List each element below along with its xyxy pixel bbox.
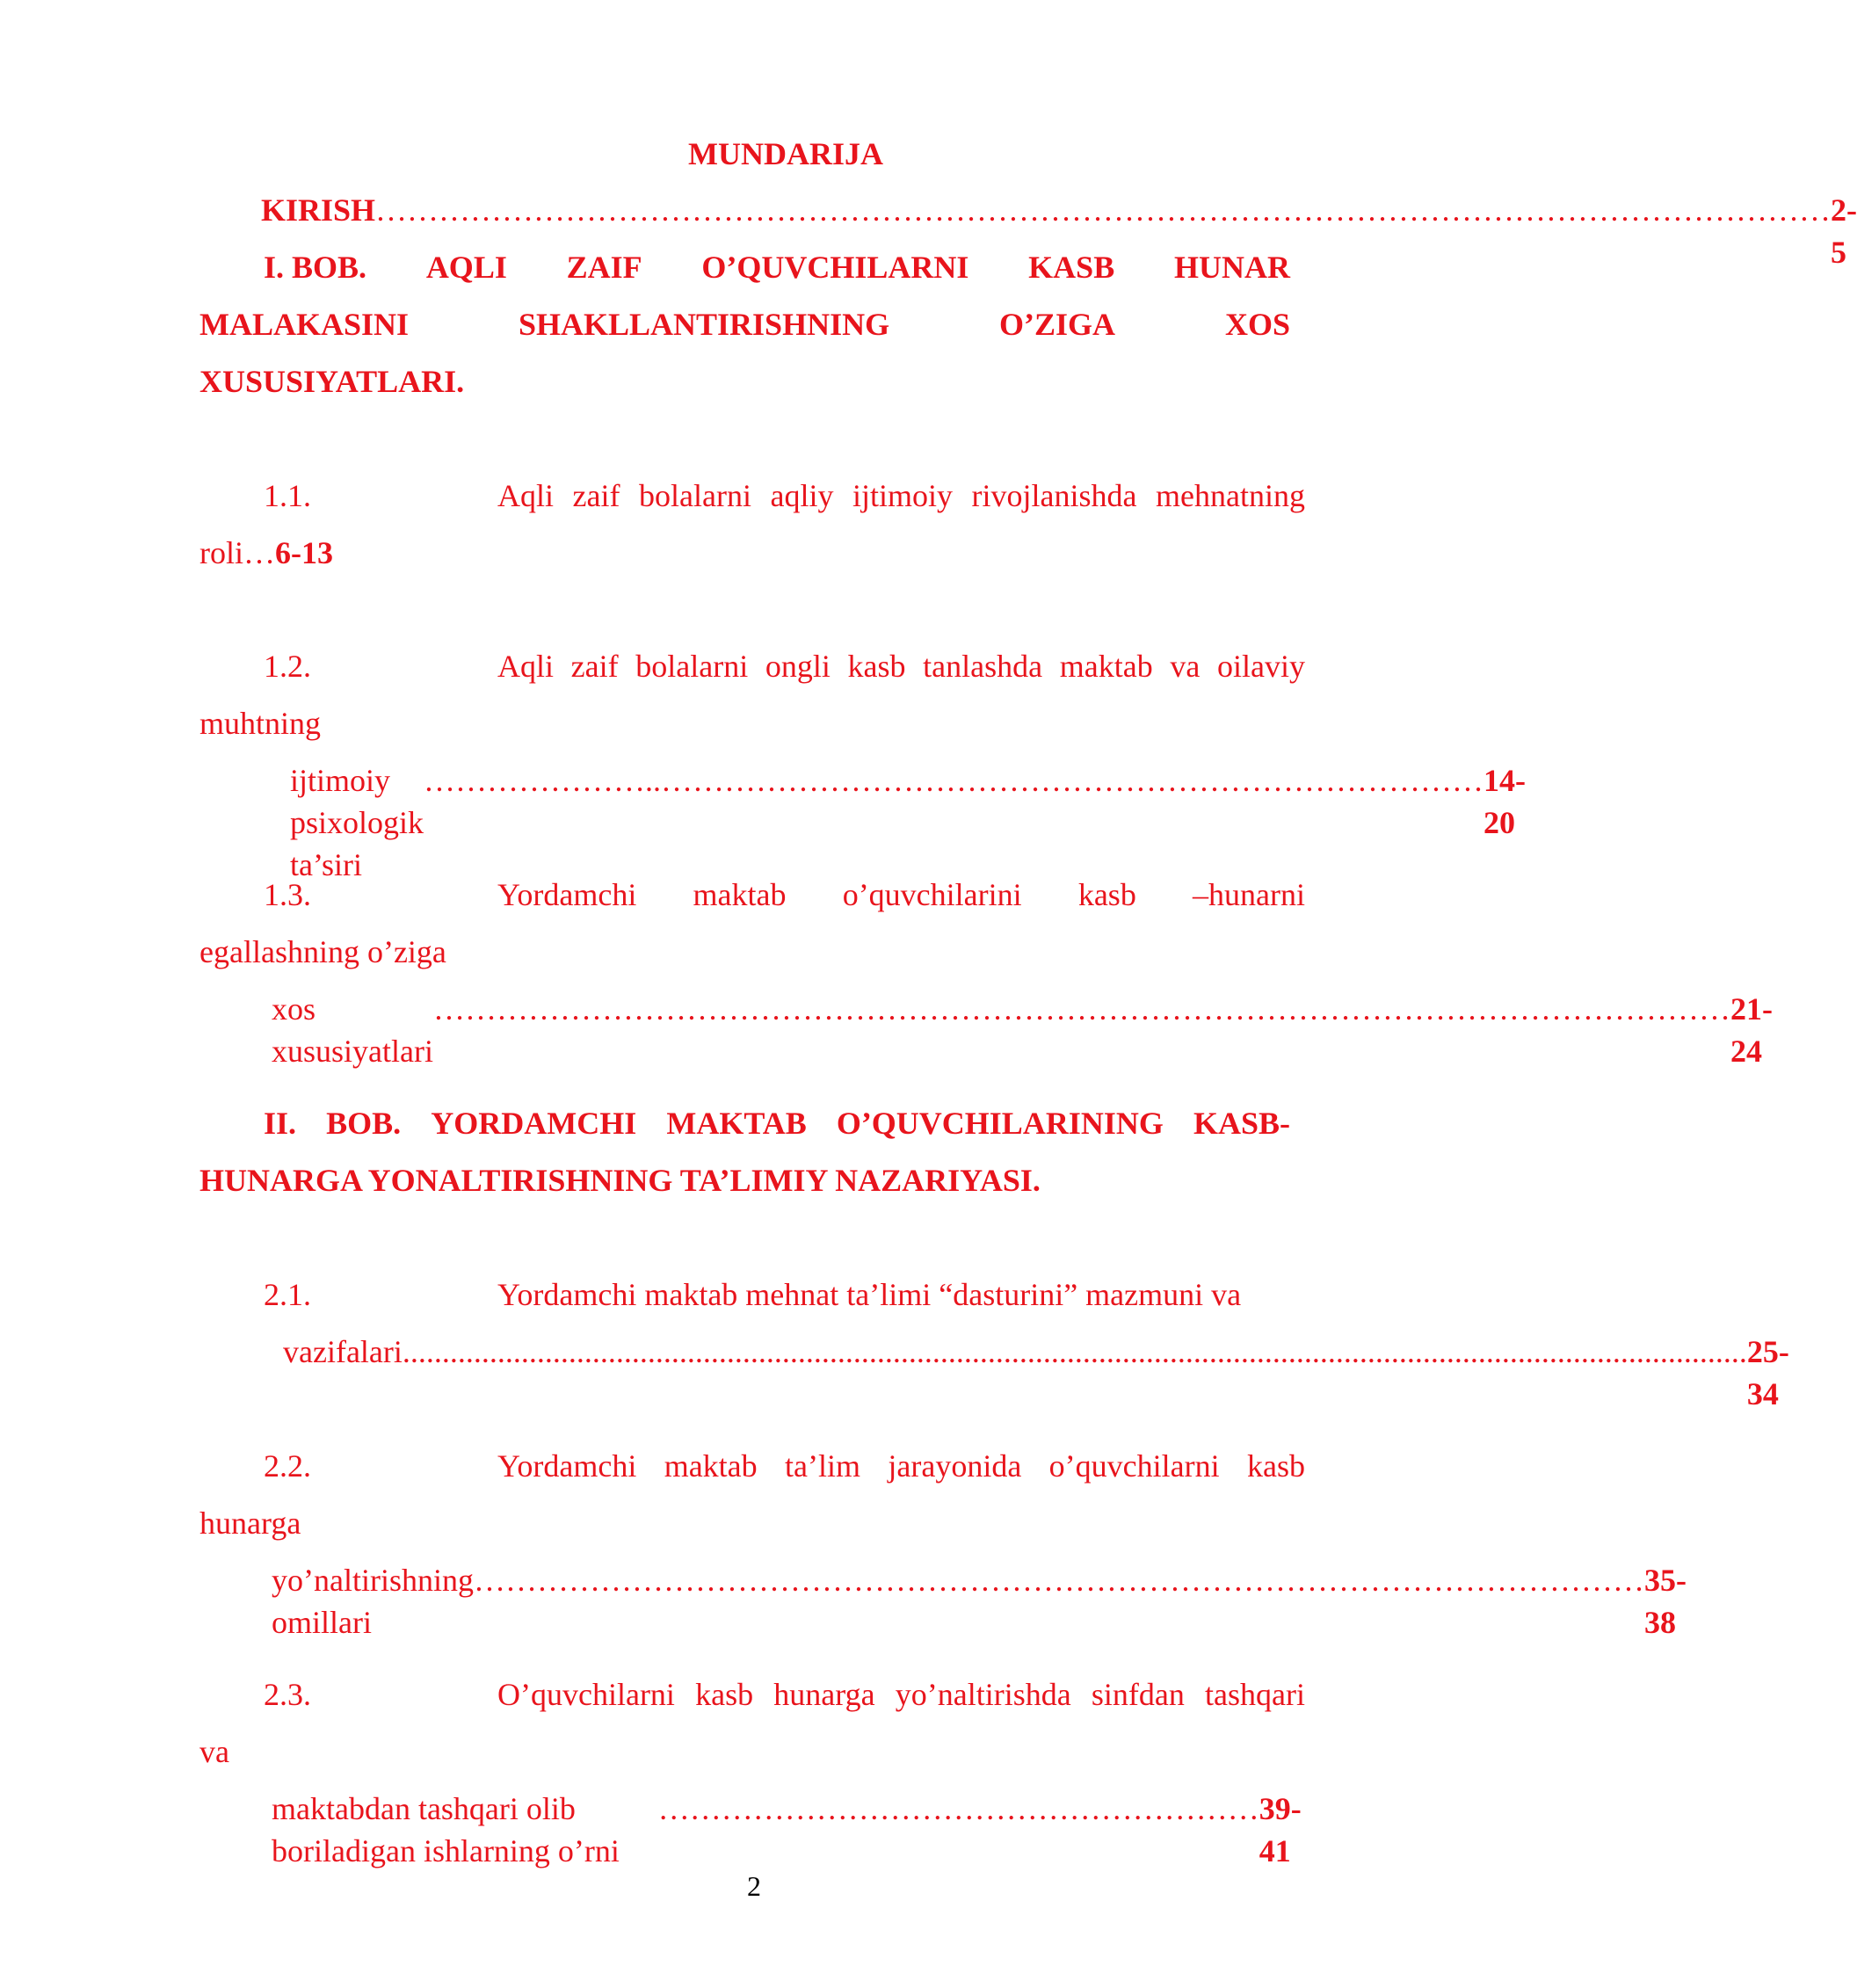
entry-word: zaif [570,649,619,684]
heading-word: I. BOB. [264,250,367,285]
toc-entry-1-2[interactable] [264,645,1305,687]
toc-entry-2-1-leader-line [283,1331,1789,1415]
section-number: 2.3. [264,1677,311,1712]
entry-word: Aqli [497,649,555,684]
toc-entry-2-3-leader-line [272,1788,1302,1872]
entry-word: maktab [693,877,787,912]
toc-entry-2-3-continuation: va [199,1734,229,1769]
toc-entry-1-1-continuation [199,532,333,574]
chapter-1-heading-line-2 [199,303,1290,345]
toc-leader-dots: ………………………………………………… [657,1791,1259,1826]
toc-leader-dots: ………………………………………………………………………………………………………………………… [375,192,1832,228]
entry-text: ijtimoiy psixologik ta’siri [290,763,424,882]
toc-entry-2-3[interactable] [264,1673,1305,1716]
entry-word: rivojlanishda [971,478,1137,513]
entry-word: maktab [664,1448,758,1484]
toc-entry-1-3[interactable] [264,874,1305,916]
entry-word: –hunarni [1193,877,1305,912]
toc-entry-2-2[interactable] [264,1445,1305,1487]
section-number: 1.2. [264,649,311,684]
toc-page-range: 35-38 [1643,1563,1687,1640]
heading-word: KASB [1028,250,1115,285]
entry-word: kasb [847,649,906,684]
entry-text: maktabdan tashqari olib boriladigan ishlarning o’rni [272,1791,620,1868]
toc-entry-1-1[interactable] [264,475,1305,517]
entry-word: mehnatning [1155,478,1305,513]
entry-text: yo’naltirishning omillari [272,1563,474,1640]
entry-word: Aqli [497,478,555,513]
entry-text: xos xususiyatlari [272,991,433,1069]
entry-word: ongli [765,649,831,684]
entry-word: oilaviy [1216,649,1305,684]
toc-entry-label: KIRISH [261,192,376,228]
section-number: 2.1. [264,1277,311,1312]
toc-leader-dots: …………………………………………………………………………………………………………… [432,991,1730,1027]
heading-word: II. [264,1106,297,1141]
heading-word: ZAIF [566,250,642,285]
toc-page-range: 6-13 [275,535,333,570]
chapter-2-heading-line-1[interactable] [264,1102,1290,1144]
entry-word: kasb [1077,877,1136,912]
entry-word: Yordamchi [497,877,637,912]
entry-word: O’quvchilarni [497,1677,675,1712]
heading-word: SHAKLLANTIRISHNING [518,307,890,342]
chapter-1-heading-line-3: XUSUSIYATLARI. [199,364,465,399]
entry-word: kasb [1246,1448,1305,1484]
toc-leader-dots: .......................................................................................................................................................................... [402,1334,1747,1369]
toc-leader-dots: …………………..…………………………………………………………………… [424,763,1484,798]
section-number: 2.2. [264,1448,311,1484]
section-number: 1.3. [264,877,311,912]
entry-word: o’quvchilarni [1048,1448,1220,1484]
heading-word: AQLI [425,250,507,285]
toc-page-range: 2-5 [1831,192,1857,270]
entry-word: kasb [695,1677,754,1712]
heading-word: HUNAR [1173,250,1290,285]
heading-word: MAKTAB [666,1106,807,1141]
toc-entry-1-3-leader-line [272,988,1773,1072]
toc-entry-1-2-leader-line [290,759,1527,886]
entry-word: ta’lim [785,1448,861,1484]
heading-word: O’QUVCHILARINING [836,1106,1164,1141]
entry-word: o’quvchilarini [842,877,1022,912]
toc-entry-2-2-continuation: hunarga [199,1506,301,1541]
toc-page-range: 21-24 [1730,991,1773,1069]
toc-entry-2-1[interactable] [264,1273,1241,1316]
entry-word: bolalarni [639,478,751,513]
entry-text: vazifalari [283,1334,403,1369]
heading-word: KASB- [1193,1106,1290,1141]
entry-word: ijtimoiy [852,478,953,513]
entry-text: Yordamchi maktab mehnat ta’limi “dasturini” mazmuni va [497,1277,1242,1312]
entry-word: tanlashda [923,649,1043,684]
toc-entry-1-2-continuation: muhtning [199,706,322,741]
heading-word: XOS [1224,307,1290,342]
heading-word: O’ZIGA [999,307,1116,342]
entry-word: Yordamchi [497,1448,637,1484]
toc-page-range: 14-20 [1483,763,1527,840]
chapter-1-heading-line-1[interactable] [264,246,1290,288]
entry-word: zaif [572,478,620,513]
section-number: 1.1. [264,478,311,513]
heading-word: MALAKASINI [199,307,410,342]
toc-page-range: 25-34 [1746,1334,1789,1411]
entry-word: yo’naltirishda [895,1677,1071,1712]
toc-leader-dots: ………………………………………………………………………………………………… [473,1563,1644,1598]
heading-word: BOB. [326,1106,402,1141]
toc-entry-1-3-continuation: egallashning o’ziga [199,934,446,969]
page-title: MUNDARIJA [688,136,883,171]
entry-word: sinfdan [1091,1677,1185,1712]
heading-word: YORDAMCHI [431,1106,637,1141]
page-number: 2 [747,1870,761,1902]
entry-word: maktab [1059,649,1153,684]
entry-word: hunarga [773,1677,875,1712]
entry-word: jarayonida [888,1448,1022,1484]
entry-word: bolalarni [635,649,749,684]
toc-page-range: 39-41 [1259,1791,1302,1868]
entry-word: va [1170,649,1201,684]
chapter-2-heading-line-2: HUNARGA YONALTIRISHNING TA’LIMIY NAZARIYASI. [199,1163,1041,1198]
entry-word: tashqari [1205,1677,1305,1712]
heading-word: O’QUVCHILARNI [701,250,969,285]
entry-text: roli… [199,535,275,570]
entry-word: aqliy [770,478,834,513]
toc-entry-2-2-leader-line [272,1559,1687,1643]
